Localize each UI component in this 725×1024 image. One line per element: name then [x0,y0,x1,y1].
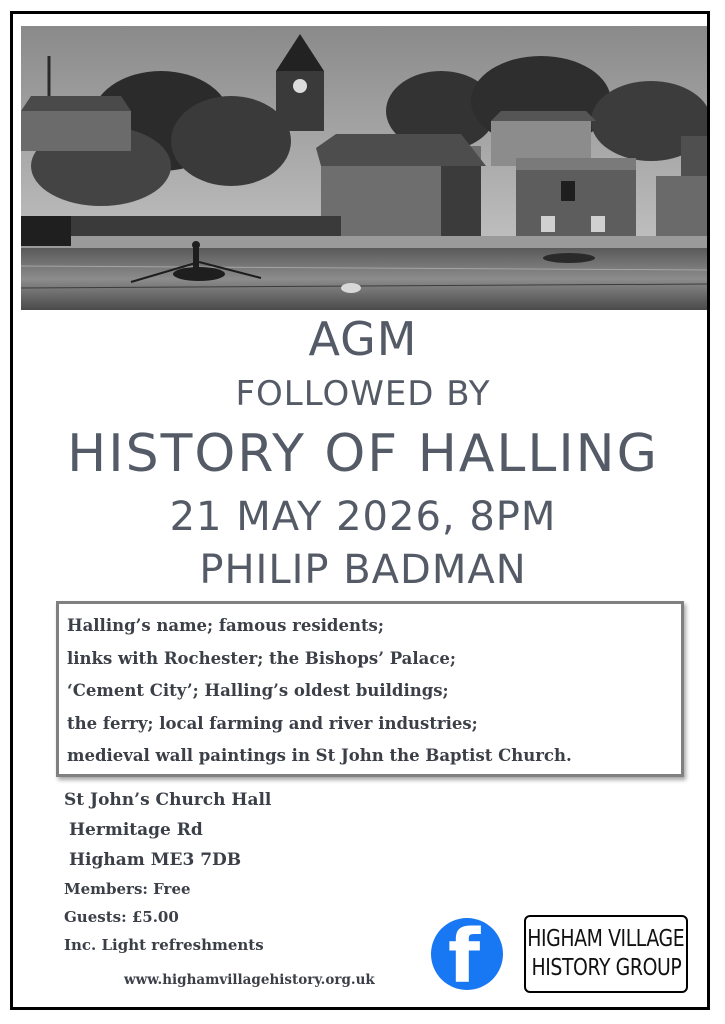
poster-frame [10,11,710,1010]
venue-town: Higham ME3 7DB [69,850,242,870]
topics-box [56,601,684,777]
topic-line: links with Rochester; the Bishops’ Palace; [67,648,456,668]
heading-agm: AGM [308,312,418,366]
topic-line: Halling’s name; famous residents; [67,616,384,635]
history-group-logo [524,915,688,993]
topic-line: medieval wall paintings in St John the Baptist Church. [67,746,572,765]
topic-line: ‘Cement City’; Halling’s oldest buildings; [67,681,449,700]
refreshments-note: Inc. Light refreshments [64,936,264,954]
speaker-name: PHILIP BADMAN [199,547,527,593]
logo-line-1: HIGHAM VILLAGE [527,926,685,952]
event-date: 21 MAY 2026, 8PM [169,494,557,540]
logo-line-2: HISTORY GROUP [531,955,681,981]
heading-followed-by: FOLLOWED BY [235,374,491,414]
topic-line: the ferry; local farming and river industries; [67,713,478,733]
website-link[interactable]: www.highamvillagehistory.org.uk [124,972,375,988]
facebook-icon[interactable] [431,918,503,990]
talk-title: HISTORY OF HALLING [67,424,659,484]
venue-road: Hermitage Rd [69,820,203,840]
village-photo [21,26,710,310]
venue-hall: St John’s Church Hall [64,790,272,810]
facebook-glyph: f [448,918,481,990]
price-members: Members: Free [64,880,191,898]
price-guests: Guests: £5.00 [64,908,179,926]
